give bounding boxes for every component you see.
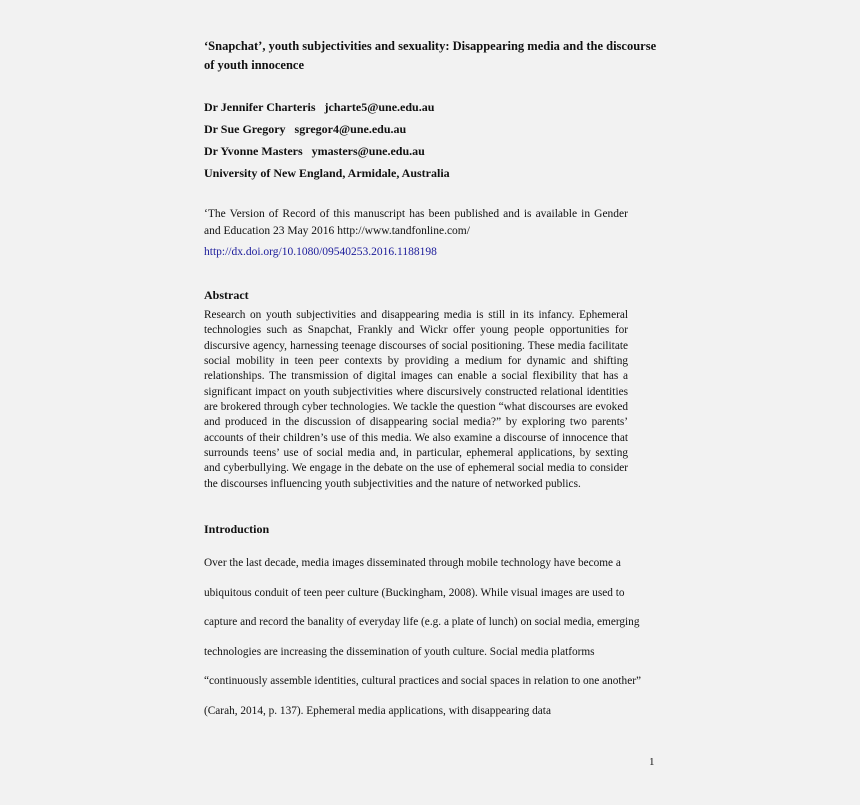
author-row — [204, 96, 628, 118]
author-name: Dr Yvonne Masters — [204, 144, 303, 158]
version-note-text: ‘The Version of Record of this manuscript has been published and is available in Gender and Education 23 May 2016 — [204, 208, 628, 237]
author-row — [204, 140, 628, 162]
version-note — [204, 206, 628, 240]
version-note-block — [204, 206, 628, 261]
author-email[interactable]: jcharte5@une.edu.au — [324, 100, 435, 114]
author-name: Dr Sue Gregory — [204, 122, 286, 136]
introduction-text: Over the last decade, media images disseminated through mobile technology have become a ubiquitous conduit of teen peer culture (Buckingham, 2008). While visual images are used to capture and record the banality of everyday life (e.g. a plate of lunch) on social media, emerging technologies are increasing the dissemination of youth culture. Social media platforms “continuously assemble identities, cultural practices and social spaces in relation to one another” (Carah, 2014, p. 137). Ephemeral media applications, with disappearing data — [204, 557, 641, 717]
author-list — [204, 96, 628, 184]
paper-title: ‘Snapchat’, youth subjectivities and sexuality: Disappearing media and the discourse of youth innocence — [204, 39, 657, 72]
doi-link[interactable]: http://dx.doi.org/10.1080/09540253.2016.1188198 — [204, 246, 437, 258]
abstract-text: Research on youth subjectivities and disappearing media is still in its infancy. Ephemeral technologies such as Snapchat, Frankly and Wickr offer young people opportunities for discursive agency, harnessing teenage discourses of social positioning. These media facilitate social mobility in teen peer contexts by providing a medium for dynamic and shifting relationships. The transmission of digital images can enable a social flexibility that has a significant impact on youth subjectivities where discursively constructed relational identities are brokered through cyber technologies. We tackle the question “what discourses are evoked and produced in the discussion of disappearing social media?” by exploring two parents’ accounts of their children’s use of this media. We also examine a discourse of innocence that surrounds teens’ use of social media and, in particular, ephemeral applications, by sexting and cyberbullying. We engage in the debate on the use of ephemeral social media to consider the discourses influencing youth subjectivities and the nature of networked publics. — [204, 309, 628, 490]
author-email[interactable]: sgregor4@une.edu.au — [294, 122, 407, 136]
author-email[interactable]: ymasters@une.edu.au — [311, 144, 425, 158]
author-name: Dr Jennifer Charteris — [204, 100, 316, 114]
abstract-heading: Abstract — [204, 288, 249, 302]
version-url[interactable]: http://www.tandfonline.com/ — [337, 225, 470, 237]
author-row — [204, 118, 628, 140]
affiliation: University of New England, Armidale, Australia — [204, 166, 450, 180]
page-number: 1 — [649, 756, 655, 768]
introduction-heading: Introduction — [204, 522, 270, 536]
